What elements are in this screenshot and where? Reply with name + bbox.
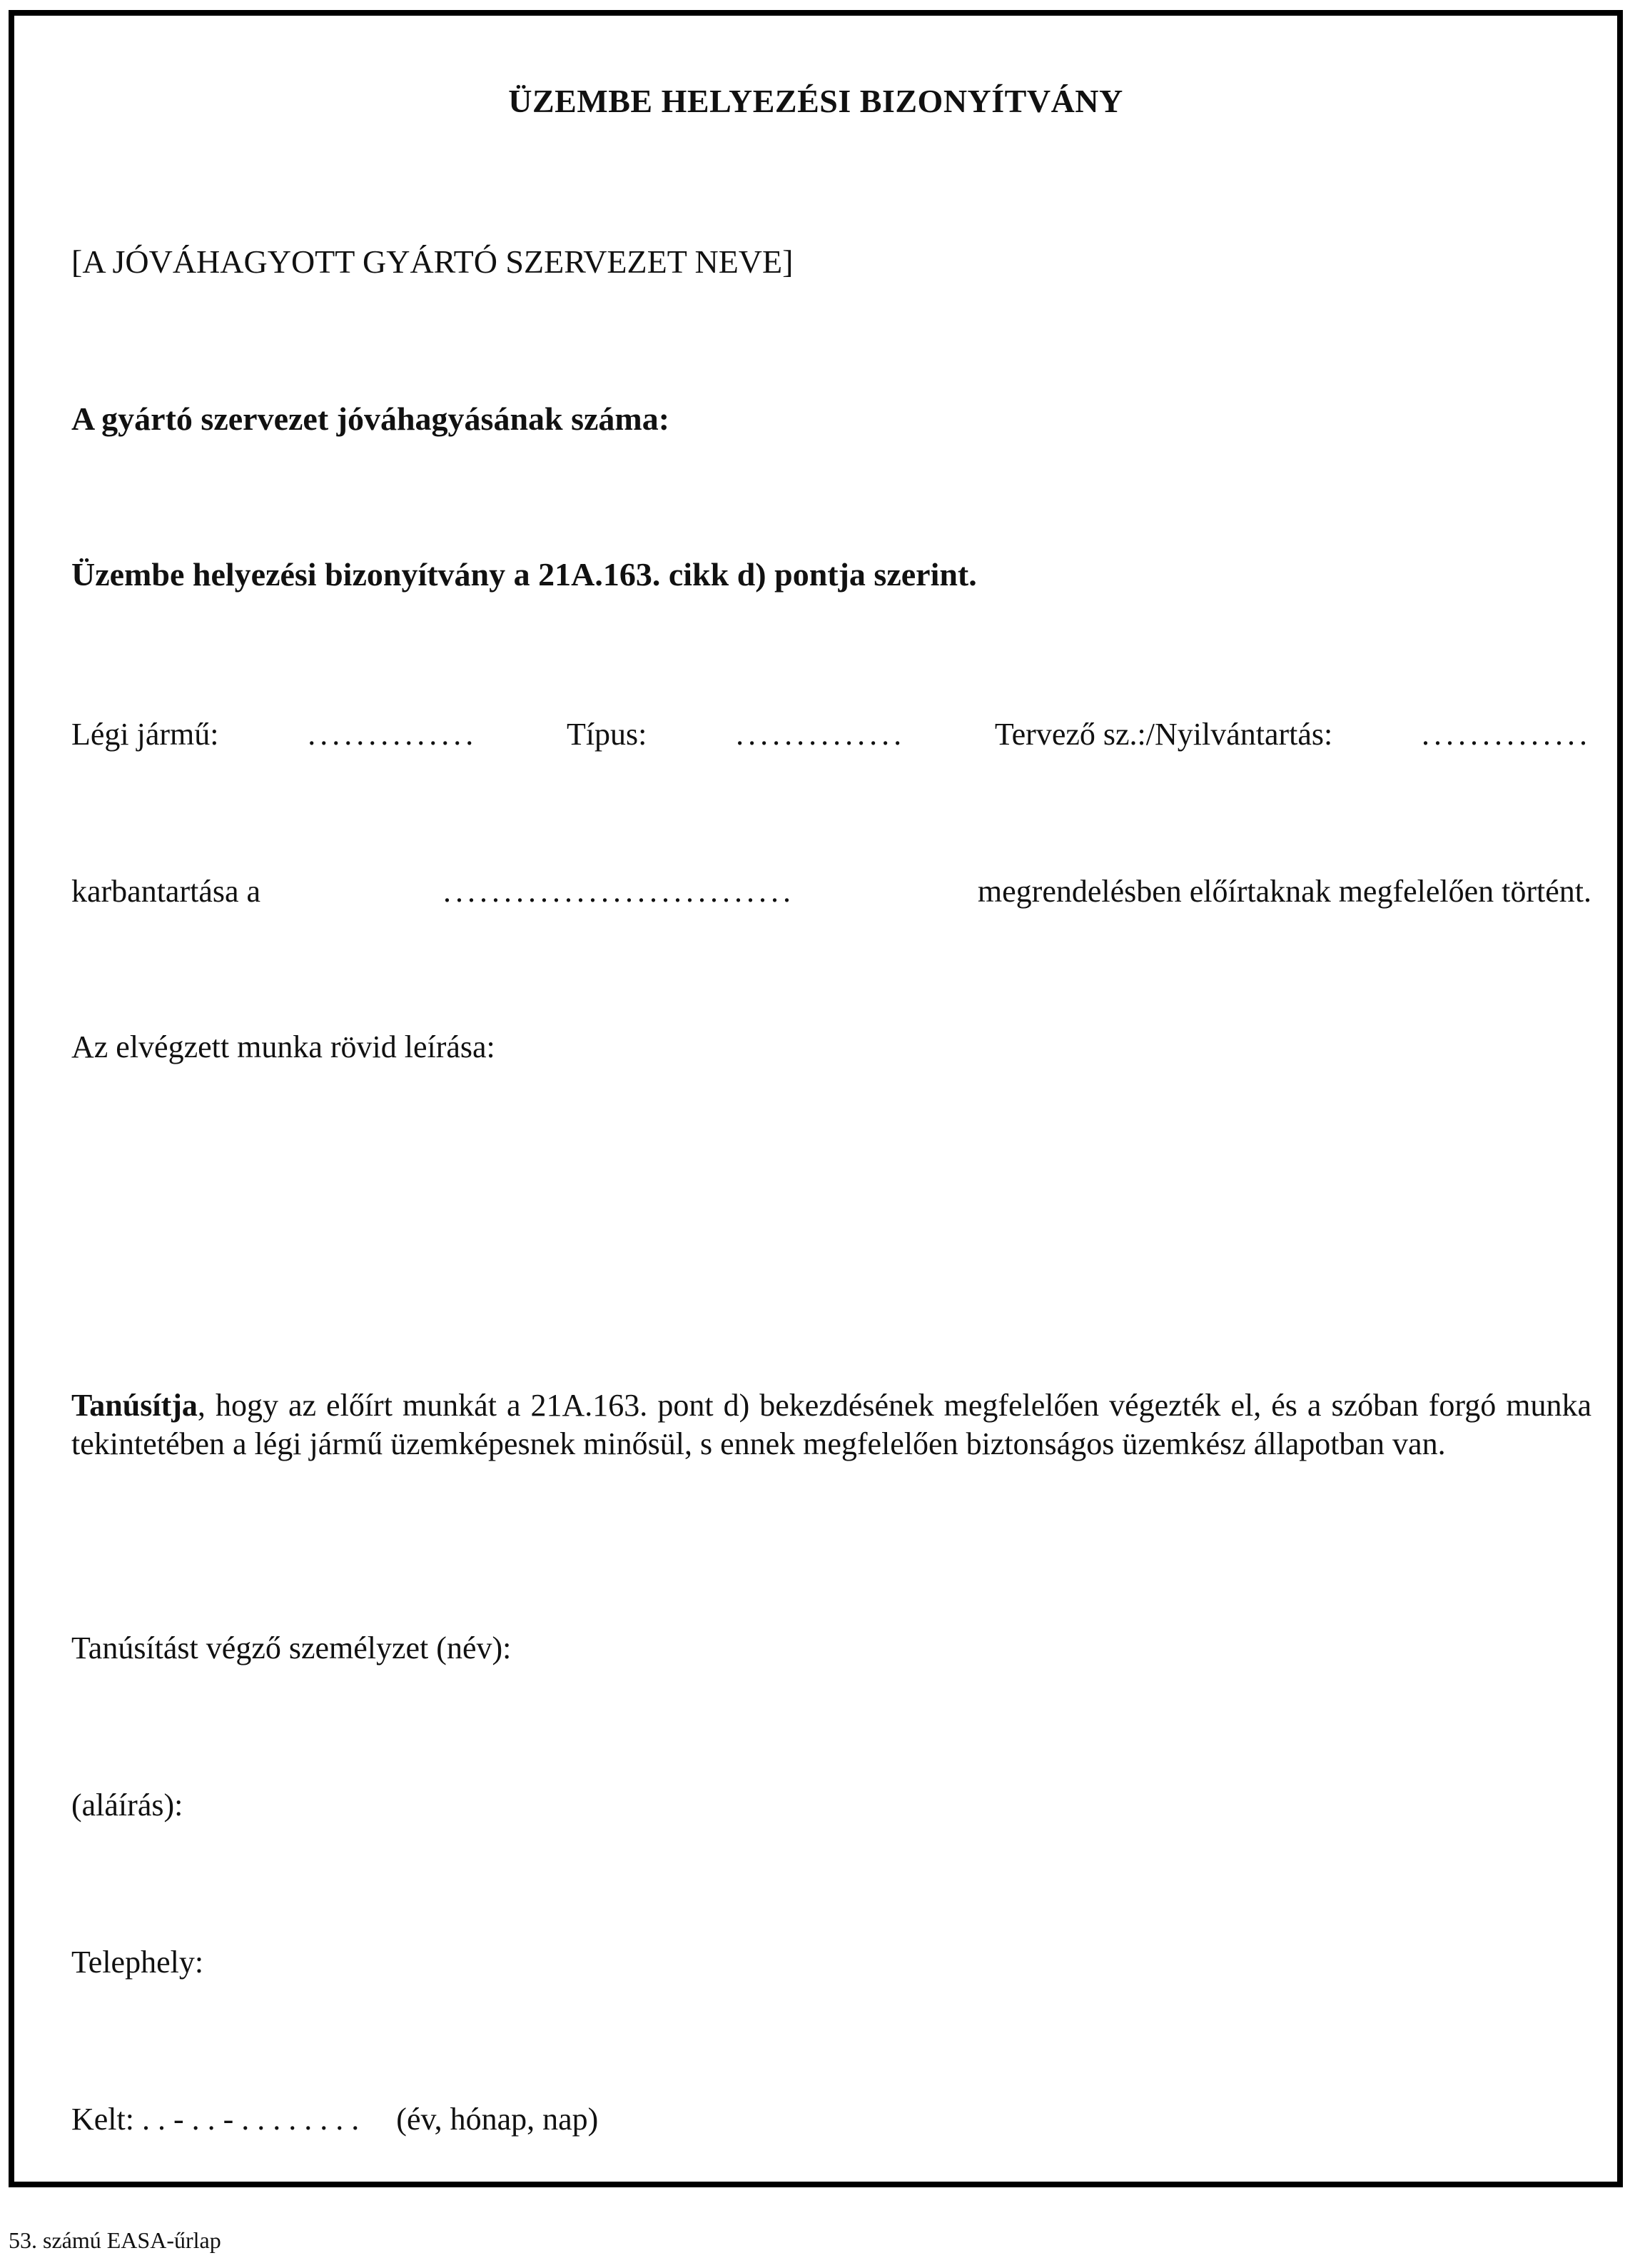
certification-text: , hogy az előírt munkát a 21A.163. pont d) bekezdésének megfelelően végezték el, és a szóban forgó munka tekintetében a légi jármű üzemképesnek minősül, s ennek megfelelően biztonságos üzemkész állapotban van. [71, 1388, 1591, 1461]
aircraft-label: Légi jármű: [71, 717, 219, 752]
form-number-footer: 53. számú EASA-űrlap [9, 2227, 221, 2253]
form-title: ÜZEMBE HELYEZÉSI BIZONYÍTVÁNY [508, 83, 1123, 119]
approval-number-label: A gyártó szervezet jóváhagyásának száma: [71, 400, 670, 437]
type-label: Típus: [566, 717, 647, 752]
date-row [71, 2100, 598, 2139]
certification-lead: Tanúsítja [71, 1388, 198, 1423]
location-label: Telephely: [71, 1945, 204, 1980]
release-basis-statement: Üzembe helyezési bizonyítvány a 21A.163. cikk d) pontja szerint. [71, 556, 977, 593]
aircraft-field[interactable]: .............. [308, 717, 478, 752]
date-label: Kelt: . . - . . - . . . . . . . . [71, 2102, 360, 2137]
certification-statement [71, 1386, 1591, 1463]
signature-label: (aláírás): [71, 1788, 183, 1823]
maintenance-suffix: megrendelésben előírtaknak megfelelően történt. [977, 874, 1591, 909]
maintenance-row [71, 872, 1591, 911]
organisation-name-placeholder: [A JÓVÁHAGYOTT GYÁRTÓ SZERVEZET NEVE] [71, 243, 794, 280]
date-format-hint: (év, hónap, nap) [396, 2102, 599, 2137]
designer-registration-label: Tervező sz.:/Nyilvántartás: [994, 717, 1333, 752]
order-reference-field[interactable]: ............................. [442, 874, 795, 909]
designer-registration-field[interactable]: .............. [1421, 717, 1591, 752]
certificate-form-frame [9, 10, 1623, 2187]
maintenance-prefix: karbantartása a [71, 874, 261, 909]
work-description-label: Az elvégzett munka rövid leírása: [71, 1029, 495, 1064]
type-field[interactable]: .............. [736, 717, 906, 752]
aircraft-details-row [71, 715, 1591, 754]
certifier-name-label: Tanúsítást végző személyzet (név): [71, 1631, 512, 1665]
